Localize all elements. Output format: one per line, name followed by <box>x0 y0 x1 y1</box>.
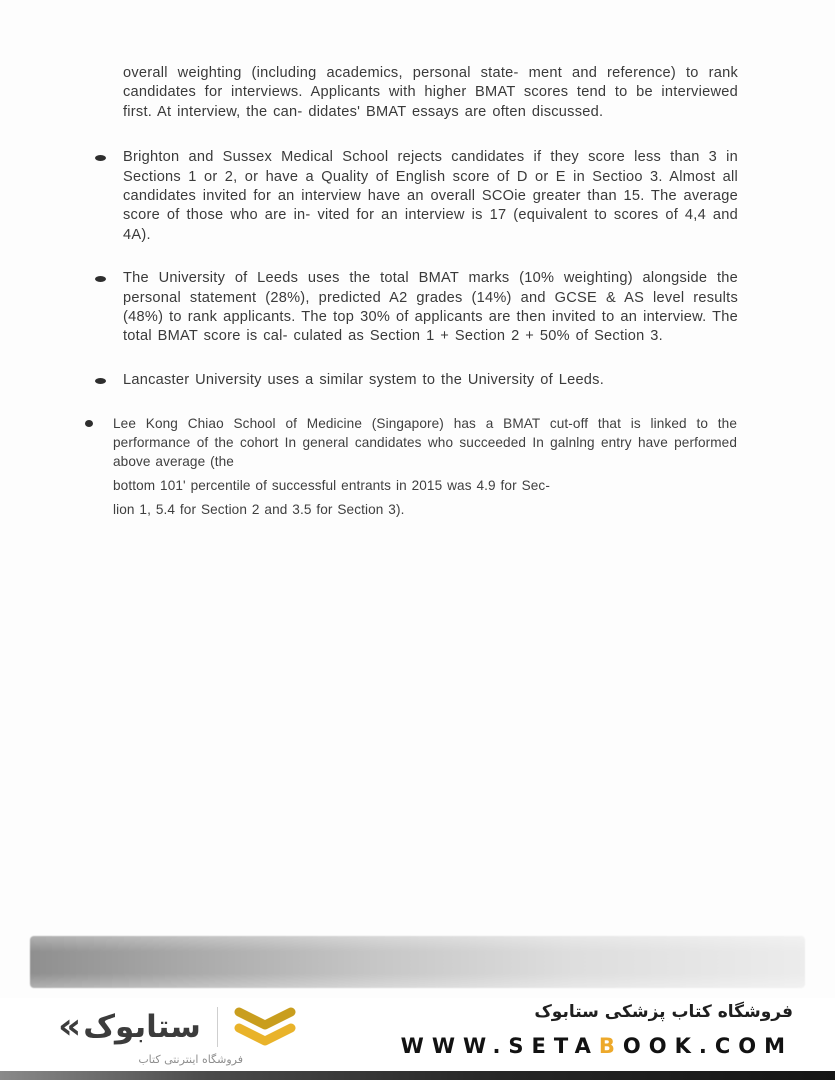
bullet-item-lancaster <box>95 371 738 390</box>
setabook-logo <box>58 1004 315 1066</box>
bullet-text-line: bottom 101' percentile of successful entrants in 2015 was 4.9 for Sec- <box>113 478 550 494</box>
url-highlight-letter: B <box>598 1034 623 1058</box>
bullet-icon <box>95 155 106 161</box>
bullet-item-leeds <box>95 269 738 347</box>
guillemet-mark: « <box>58 1006 82 1047</box>
website-url <box>401 1034 793 1058</box>
logo-divider <box>217 1007 218 1047</box>
bullet-icon <box>85 420 93 427</box>
paragraph-intro: overall weighting (including academics, personal state- ment and reference) to rank candidates for interviews. Applicants with higher BMAT scores tend to be interviewed first. At interview, the can- didates' BMAT essays are often discussed. <box>123 65 738 120</box>
bullet-icon <box>95 276 106 282</box>
bottom-shadow-strip <box>0 1071 835 1080</box>
url-suffix: OOK.COM <box>622 1034 793 1058</box>
brand-wordmark: ستابوک <box>83 1008 201 1045</box>
page-text-body <box>95 64 738 543</box>
bullet-icon <box>95 378 106 384</box>
url-prefix: WWW.SETA <box>400 1034 599 1058</box>
bullet-item-brighton <box>95 148 738 245</box>
footer-right <box>401 1002 793 1058</box>
book-chevron-icon <box>232 1004 298 1050</box>
logo-row <box>58 1004 315 1050</box>
bullet-text: Brighton and Sussex Medical School rejects candidates if they score less than 3 in Sections 1 or 2, or have a Quality of English score of D or E in Sectioo 3. Almost all candidates invited for an interview have an overall SCOie greater than 15. The average score of those who are in- vited for an interview is 17 (equivalent to scores of 4,4 and 4A). <box>123 149 738 243</box>
bullet-text: The University of Leeds uses the total BMAT marks (10% weighting) alongside the personal statement (28%), predicted A2 grades (14%) and GCSE & AS level results (48%) to rank applicants. The top 30% of applicants are then invited to an interview. The total BMAT score is cal- culated as Section 1 + Section 2 + 50% of Section 3. <box>123 270 738 345</box>
scan-shadow-band <box>30 936 805 988</box>
logo-tagline: فروشگاه اینترنتی کتاب <box>138 1053 243 1066</box>
bullet-text-line: lion 1, 5.4 for Section 2 and 3.5 for Section 3). <box>113 502 405 518</box>
bullet-item-lee-kong <box>85 414 737 519</box>
store-title: فروشگاه کتاب پزشکی ستابوک <box>534 1002 793 1022</box>
bullet-text-line: Lee Kong Chiao School of Medicine (Singapore) has a BMAT cut-off that is linked to the performance of the cohort In general candidates who succeeded In galnlng entry have performed above average (the <box>113 416 737 470</box>
footer <box>0 998 835 1072</box>
bullet-text: Lancaster University uses a similar system to the University of Leeds. <box>123 371 605 388</box>
